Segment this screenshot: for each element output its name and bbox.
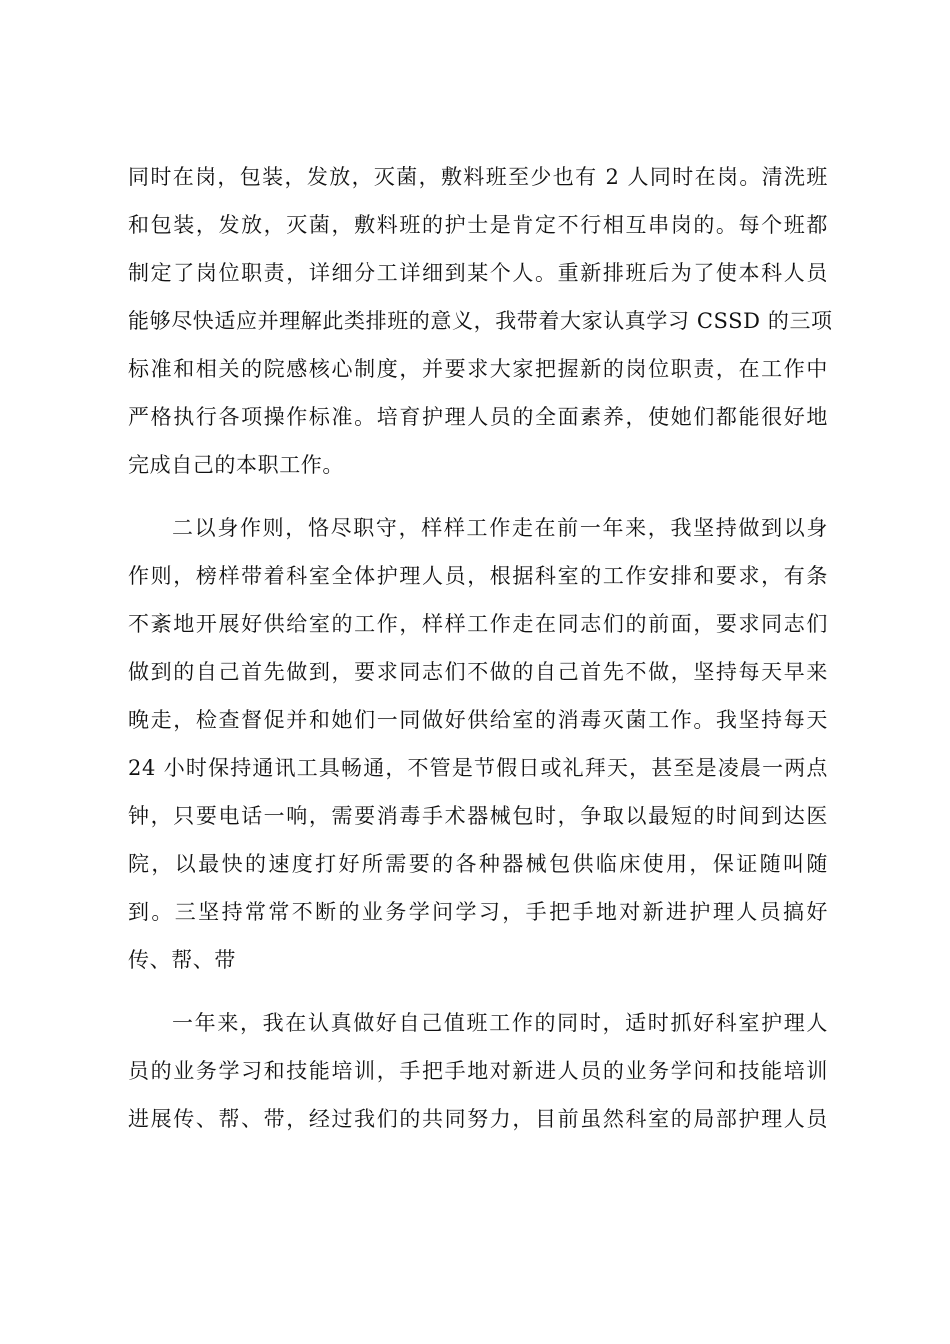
text-line: 做到的自己首先做到，要求同志们不做的自己首先不做，坚持每天早来 bbox=[128, 660, 828, 684]
text-line: 24 小时保持通讯工具畅通，不管是节假日或礼拜天，甚至是凌晨一两点 bbox=[128, 756, 828, 780]
text-line: 传、帮、带 bbox=[128, 948, 236, 972]
text-line: 严格执行各项操作标准。培育护理人员的全面素养，使她们都能很好地 bbox=[128, 405, 828, 429]
text-line: 员的业务学习和技能培训，手把手地对新进人员的业务学问和技能培训 bbox=[128, 1059, 828, 1083]
text-line: 能够尽快适应并理解此类排班的意义，我带着大家认真学习 CSSD 的三项 bbox=[128, 309, 833, 333]
text-line: 完成自己的本职工作。 bbox=[128, 453, 344, 477]
text-line: 同时在岗，包装，发放，灭菌，敷料班至少也有 2 人同时在岗。清洗班 bbox=[128, 165, 828, 189]
text-line: 和包装，发放，灭菌，敷料班的护士是肯定不行相互串岗的。每个班都 bbox=[128, 213, 828, 237]
text-line: 院，以最快的速度打好所需要的各种器械包供临床使用，保证随叫随 bbox=[128, 852, 828, 876]
text-line: 不紊地开展好供给室的工作，样样工作走在同志们的前面，要求同志们 bbox=[128, 612, 828, 636]
text-line: 进展传、帮、带，经过我们的共同努力，目前虽然科室的局部护理人员 bbox=[128, 1107, 828, 1131]
text-line: 制定了岗位职责，详细分工详细到某个人。重新排班后为了使本科人员 bbox=[128, 261, 828, 285]
text-line: 钟，只要电话一响，需要消毒手术器械包时，争取以最短的时间到达医 bbox=[128, 804, 828, 828]
text-line: 到。三坚持常常不断的业务学问学习，手把手地对新进护理人员搞好 bbox=[128, 900, 828, 924]
text-line: 作则，榜样带着科室全体护理人员，根据科室的工作安排和要求，有条 bbox=[128, 564, 828, 588]
paragraph-first-line: 二以身作则，恪尽职守，样样工作走在前一年来，我坚持做到以身 bbox=[172, 516, 828, 540]
text-line: 标准和相关的院感核心制度，并要求大家把握新的岗位职责，在工作中 bbox=[128, 357, 828, 381]
paragraph-first-line: 一年来，我在认真做好自己值班工作的同时，适时抓好科室护理人 bbox=[172, 1011, 828, 1035]
text-line: 晚走，检查督促并和她们一同做好供给室的消毒灭菌工作。我坚持每天 bbox=[128, 708, 828, 732]
